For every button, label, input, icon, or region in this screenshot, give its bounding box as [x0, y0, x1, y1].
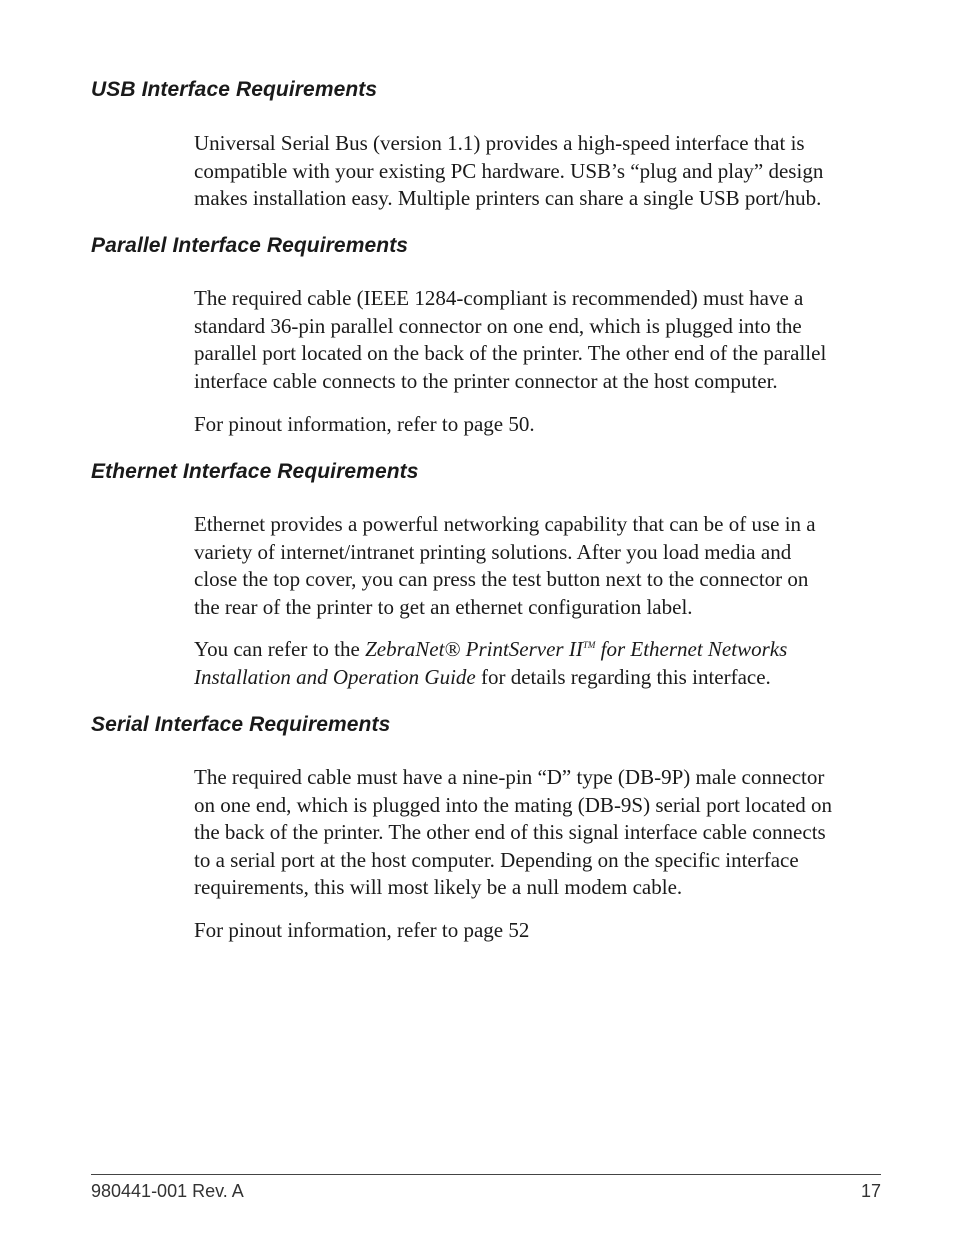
text-line: makes installation easy. Multiple printers can share a single USB port/hub. — [194, 186, 822, 210]
text-line: compatible with your existing PC hardware. USB’s “plug and play” design — [194, 158, 824, 183]
ethernet-guide-reference — [194, 636, 894, 691]
text-line: close the top cover, you can press the test button next to the connector on — [194, 567, 809, 591]
text-line: the back of the printer. The other end of this signal interface cable connects — [194, 820, 826, 844]
reference-prefix: You can refer to the — [194, 637, 366, 661]
text-line: Ethernet provides a powerful networking capability that can be of use in a — [194, 512, 816, 536]
text-line: standard 36-pin parallel connector on one end, which is plugged into the — [194, 313, 802, 338]
usb-paragraph — [194, 130, 894, 213]
text-line: variety of internet/intranet printing solutions. After you load media and — [194, 539, 792, 564]
parallel-pinout-note — [194, 411, 894, 439]
serial-paragraph — [194, 764, 894, 902]
text-line: Universal Serial Bus (version 1.1) provides a high-speed interface that is — [194, 131, 805, 155]
serial-pinout-note — [194, 917, 894, 945]
footer-divider — [91, 1174, 881, 1175]
text-line: the rear of the printer to get an ethernet configuration label. — [194, 594, 693, 619]
section-heading-serial: Serial Interface Requirements — [91, 713, 391, 736]
text-line: on one end, which is plugged into the mating (DB-9S) serial port located on — [194, 792, 833, 817]
guide-title-part2: for Ethernet Networks — [595, 637, 788, 661]
text-line: to a serial port at the host computer. Depending on the specific interface — [194, 847, 799, 872]
reference-suffix: for details regarding this interface. — [475, 664, 771, 689]
section-heading-ethernet: Ethernet Interface Requirements — [91, 460, 419, 483]
text-line: For pinout information, refer to page 50. — [194, 412, 535, 436]
ethernet-paragraph — [194, 511, 894, 621]
footer-doc-number: 980441-001 Rev. A — [91, 1181, 244, 1201]
parallel-paragraph — [194, 285, 894, 395]
text-line — [194, 664, 894, 692]
trademark-mark: TM — [582, 640, 596, 650]
text-line: The required cable must have a nine-pin “D” type (DB-9P) male connector — [194, 765, 825, 789]
text-line: For pinout information, refer to page 52 — [194, 918, 530, 942]
guide-title-part1: ZebraNet® PrintServer II — [365, 637, 583, 661]
text-line: interface cable connects to the printer connector at the host computer. — [194, 368, 778, 393]
text-line: requirements, this will most likely be a null modem cable. — [194, 875, 683, 899]
section-heading-parallel: Parallel Interface Requirements — [91, 234, 409, 257]
footer-page-number: 17 — [860, 1181, 881, 1201]
section-heading-usb: USB Interface Requirements — [91, 78, 378, 101]
guide-title-part3: Installation and Operation Guide — [194, 664, 476, 689]
text-line: parallel port located on the back of the printer. The other end of the parallel — [194, 341, 827, 365]
text-line: The required cable (IEEE 1284-compliant is recommended) must have a — [194, 286, 804, 310]
text-line — [194, 636, 894, 664]
